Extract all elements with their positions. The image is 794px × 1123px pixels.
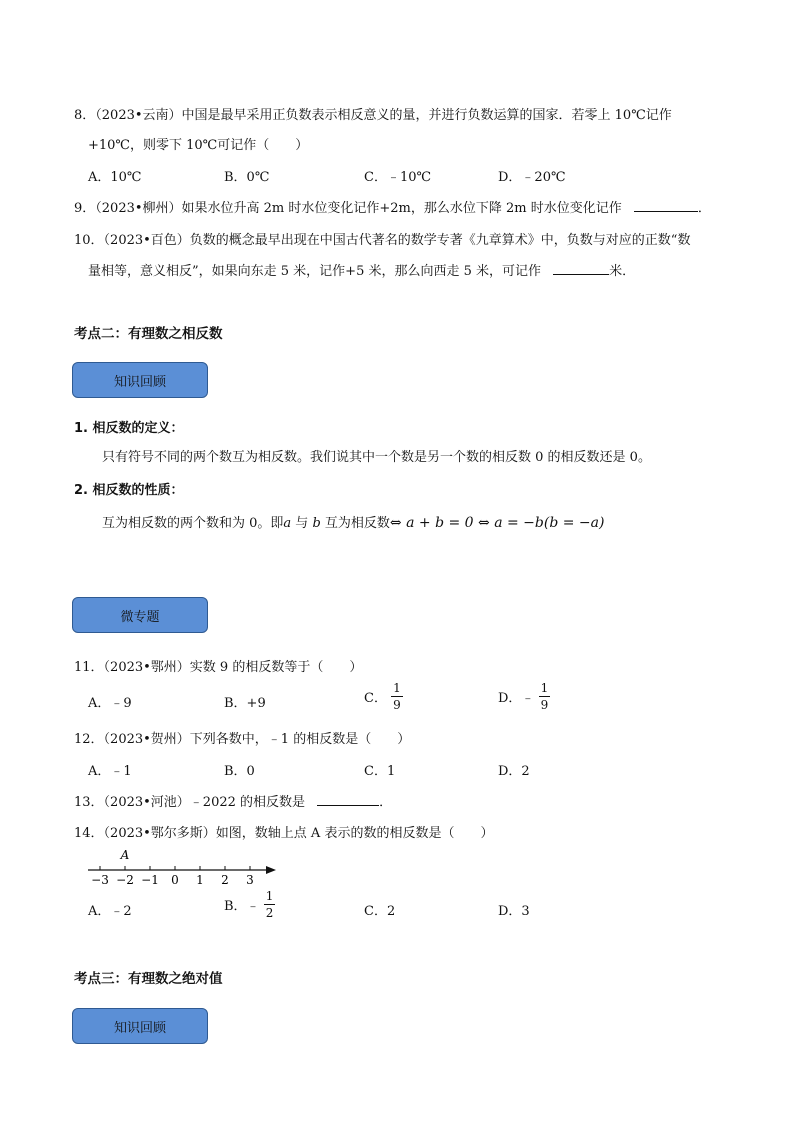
q9-answer-blank[interactable] xyxy=(634,199,698,212)
q10-line1: 10．（2023•百色）负数的概念最早出现在中国古代著名的数学专著《九章算术》中，负数与对应的正数“数 xyxy=(74,233,691,248)
number-line-tick-label: 0 xyxy=(171,873,179,887)
q11-option-a: A．﹣9 xyxy=(88,696,132,711)
q11-option-d xyxy=(498,682,550,711)
q8-option-a: A．10℃ xyxy=(88,170,142,185)
def-paragraph-2 xyxy=(102,512,604,531)
q8-option-c: C．﹣10℃ xyxy=(364,170,432,185)
number-line-tick-label: −3 xyxy=(91,873,109,887)
q12-text: 12．（2023•贺州）下列各数中，﹣1 的相反数是（ ） xyxy=(74,732,411,747)
q9-text: 9．（2023•柳州）如果水位升高 2m 时水位变化记作+2m，那么水位下降 2m 时水位变化记作 xyxy=(74,201,622,216)
fraction-numerator: 1 xyxy=(540,681,549,695)
q11-option-c xyxy=(364,682,403,711)
def-p2-b: b xyxy=(312,516,321,531)
fraction-denominator: 9 xyxy=(393,698,401,712)
def-p2-prefix: 互为相反数的两个数和为 0。即 xyxy=(102,516,284,531)
q14-option-c: C．2 xyxy=(364,904,396,919)
q9 xyxy=(74,197,711,216)
q8-option-d: D．﹣20℃ xyxy=(498,170,566,185)
q10-text: 量相等，意义相反”，如果向东走 5 米，记作+5 米，那么向西走 5 米，可记作 xyxy=(88,264,542,279)
q10-answer-blank[interactable] xyxy=(553,262,609,275)
q8-line1: 8．（2023•云南）中国是最早采用正负数表示相反意义的量，并进行负数运算的国家．若零上 10℃记作 xyxy=(74,108,672,123)
q9-end: ． xyxy=(697,201,711,216)
arrow-right-icon xyxy=(266,866,276,874)
def-p2-mid: 与 xyxy=(291,516,313,531)
q12-option-c: C．1 xyxy=(364,764,396,779)
number-line xyxy=(84,846,284,888)
q13-answer-blank[interactable] xyxy=(317,793,379,806)
def-heading-2: 2. 相反数的性质： xyxy=(74,483,184,498)
fraction-numerator: 1 xyxy=(393,681,401,695)
q13-text: 13．（2023•河池）﹣2022 的相反数是 xyxy=(74,795,306,810)
q8-option-b: B．0℃ xyxy=(224,170,270,185)
number-line-tick-label: 1 xyxy=(196,873,204,887)
number-line-tick-label: 2 xyxy=(221,873,229,887)
fraction-denominator: 9 xyxy=(540,698,549,712)
number-line-tick-label: 3 xyxy=(246,873,254,887)
q14-option-d: D．3 xyxy=(498,904,530,919)
section3-title: 考点三：有理数之绝对值 xyxy=(74,971,223,987)
q11-option-c-label: C． xyxy=(364,691,387,706)
q11-option-b: B．+9 xyxy=(224,696,266,711)
point-a-label: A xyxy=(120,848,130,862)
section2-title: 考点二：有理数之相反数 xyxy=(74,326,223,342)
q14-option-b-label: B．﹣ xyxy=(224,899,260,914)
q11-text: 11．（2023•鄂州）实数 9 的相反数等于（ ） xyxy=(74,660,363,675)
q14-option-a: A．﹣2 xyxy=(88,904,132,919)
q14-option-b-fraction xyxy=(264,890,276,919)
micro-topic-pill: 微专题 xyxy=(72,597,208,633)
q12-option-b: B．0 xyxy=(224,764,255,779)
fraction-numerator: 1 xyxy=(265,889,274,903)
knowledge-review-pill-2: 知识回顾 xyxy=(72,1008,208,1044)
number-line-ticks xyxy=(91,866,254,887)
q13 xyxy=(74,791,392,810)
q11-option-c-fraction xyxy=(391,682,403,711)
fraction-denominator: 2 xyxy=(265,906,274,920)
q10-line2 xyxy=(88,260,635,279)
def-p2-a: a xyxy=(283,516,292,531)
q14-option-b xyxy=(224,890,275,919)
q11-option-d-fraction xyxy=(539,682,551,711)
knowledge-review-pill: 知识回顾 xyxy=(72,362,208,398)
number-line-tick-label: −1 xyxy=(141,873,159,887)
q8-line2: +10℃，则零下 10℃可记作（ ） xyxy=(88,138,309,153)
q11-option-d-label: D．﹣ xyxy=(498,691,535,706)
def-p2-mid2: 互为相反数 xyxy=(320,516,390,531)
number-line-tick-label: −2 xyxy=(116,873,134,887)
q12-option-a: A．﹣1 xyxy=(88,764,132,779)
def-paragraph-1: 只有符号不同的两个数互为相反数。我们说其中一个数是另一个数的相反数 0 的相反数还是 0。 xyxy=(102,450,651,465)
q13-end: ． xyxy=(379,795,393,810)
q12-option-d: D．2 xyxy=(498,764,530,779)
def-p2-formula: ⇔ a + b = 0 ⇔ a = −b(b = −a) xyxy=(389,515,605,531)
def-heading-1: 1. 相反数的定义： xyxy=(74,421,184,436)
q14-text: 14．（2023•鄂尔多斯）如图，数轴上点 A 表示的数的相反数是（ ） xyxy=(74,826,494,841)
q10-end: 米． xyxy=(609,264,636,279)
